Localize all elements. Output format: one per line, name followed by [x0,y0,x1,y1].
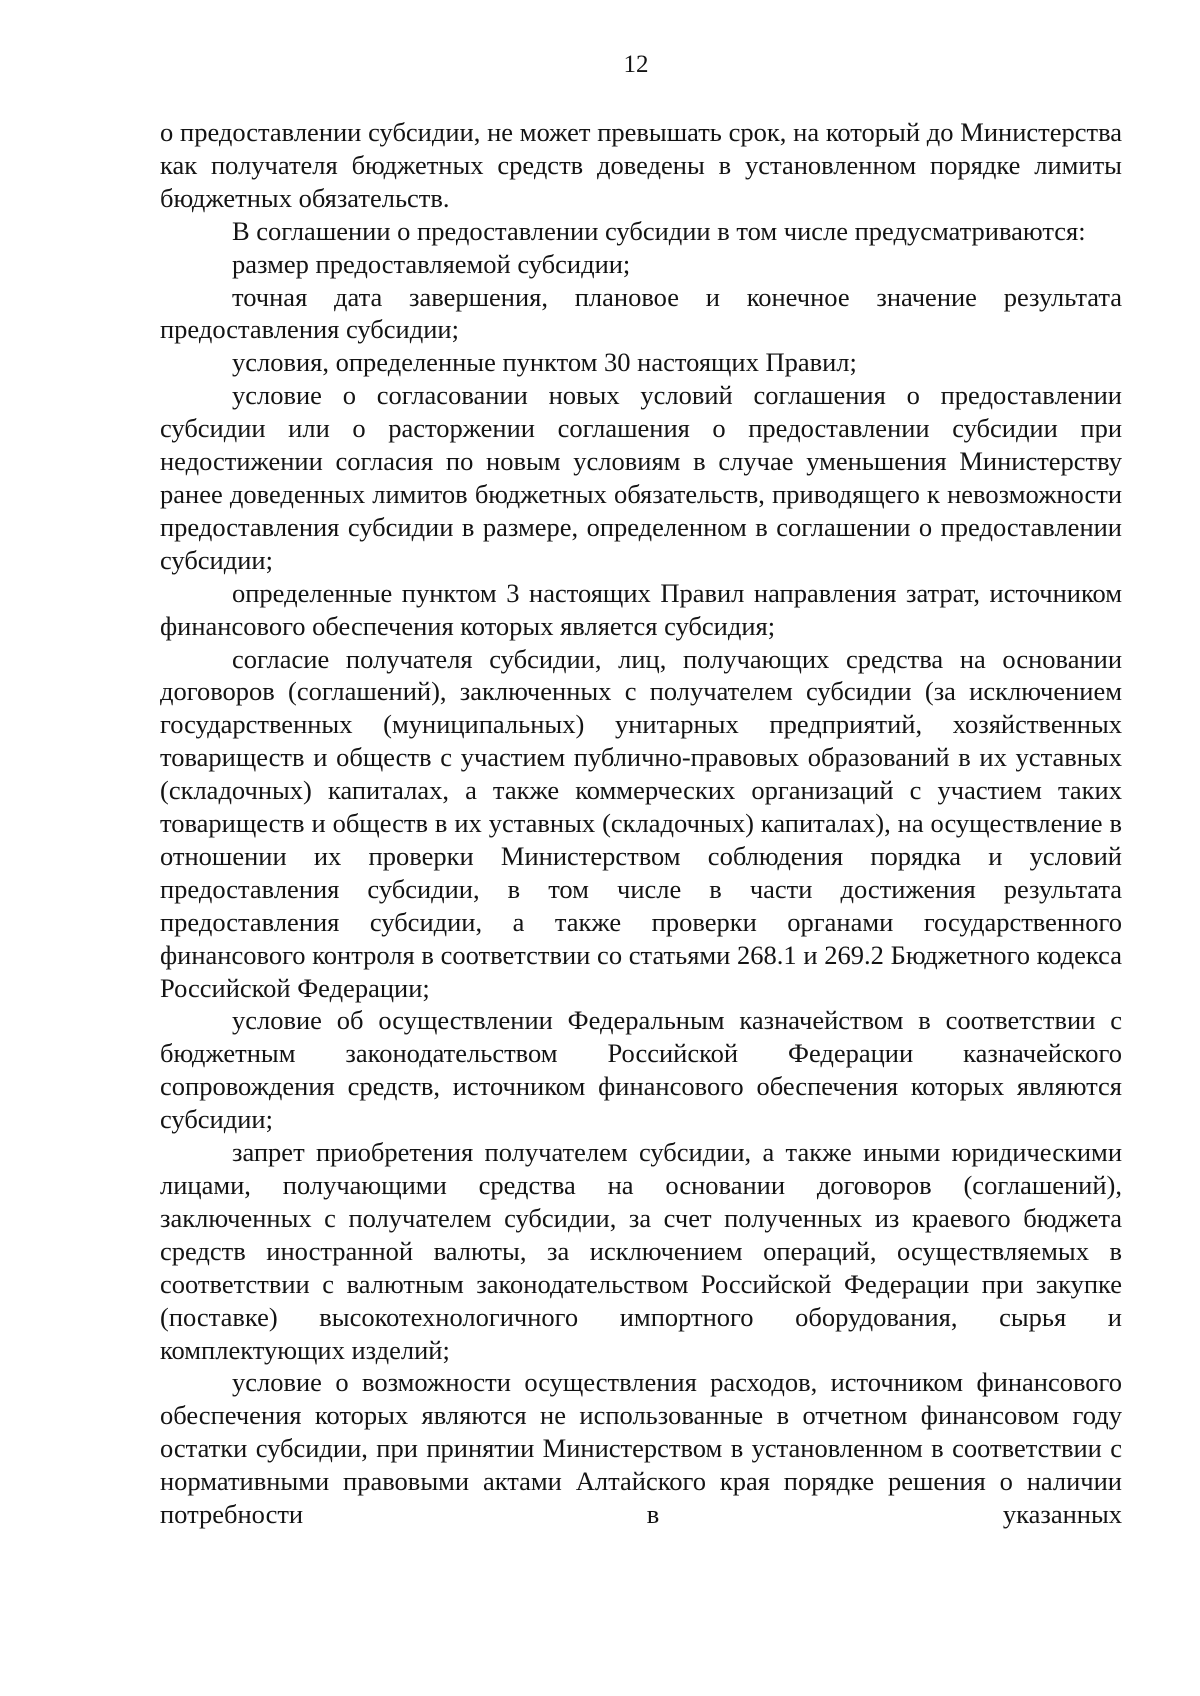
paragraph-recipient-consent: согласие получателя субсидии, лиц, получающих средства на основании договоров (соглашений), заключенных с получателем субсидии (за исключением государственных (муниципальных) унитарных предприятий, хозяйственных товариществ и обществ с участием публично-правовых образований в их уставных (складочных) капиталах, а также коммерческих организаций с участием таких товариществ и обществ в их уставных (складочных) капиталах), на осуществление в отношении их проверки Министерством соблюдения порядка и условий предоставления субсидии, в том числе в части достижения результата предоставления субсидии, а также проверки органами государственного финансового контроля в соответствии со статьями 268.1 и 269.2 Бюджетного кодекса Российской Федерации; [160,643,1122,1003]
paragraph-conditions-item-30: условия, определенные пунктом 30 настоящих Правил; [232,347,857,378]
paragraph-currency-ban: запрет приобретения получателем субсидии, а также иными юридическими лицами, получающими средства на основании договоров (соглашений), заключенных с получателем субсидии, за счет полученных из краевого бюджета средств иностранной валюты, за исключением операций, осуществляемых в соответствии с валютным законодательством Российской Федерации при закупке (поставке) высокотехнологичного импортного оборудования, сырья и комплектующих изделий; [160,1137,1122,1365]
paragraph-completion-date: точная дата завершения, плановое и конечное значение результата предоставления субсидии; [160,281,1122,345]
paragraph-agreement-intro: В соглашении о предоставлении субсидии в том числе предусматриваются: [232,215,1086,246]
paragraph-continuation: о предоставлении субсидии, не может превышать срок, на который до Министерства как получателя бюджетных средств доведены в установленном порядке лимиты бюджетных обязательств. [160,117,1122,213]
paragraph-subsidy-amount: размер предоставляемой субсидии; [232,248,631,279]
page-number: 12 [623,51,649,78]
paragraph-cost-directions: определенные пунктом 3 настоящих Правил направления затрат, источником финансового обеспечения которых является субсидия; [160,577,1122,641]
page-body [160,116,1122,1531]
paragraph-new-conditions: условие о согласовании новых условий соглашения о предоставлении субсидии или о расторжении соглашения о предоставлении субсидии при недостижении согласия по новым условиям в случае уменьшения Министерству ранее доведенных лимитов бюджетных обязательств, приводящего к невозможности предоставления субсидии в размере, определенном в соглашении о предоставлении субсидии; [160,380,1122,575]
paragraph-unused-balance: условие о возможности осуществления расходов, источником финансового обеспечения которых являются не использованные в отчетном финансовом году остатки субсидии, при принятии Министерством в установленном в соответствии с нормативными правовыми актами Алтайского края порядке решения о наличии потребности в указанных [160,1367,1122,1530]
paragraph-treasury-support: условие об осуществлении Федеральным казначейством в соответствии с бюджетным законодательством Российской Федерации казначейского сопровождения средств, источником финансового обеспечения которых являются субсидии; [160,1005,1122,1135]
